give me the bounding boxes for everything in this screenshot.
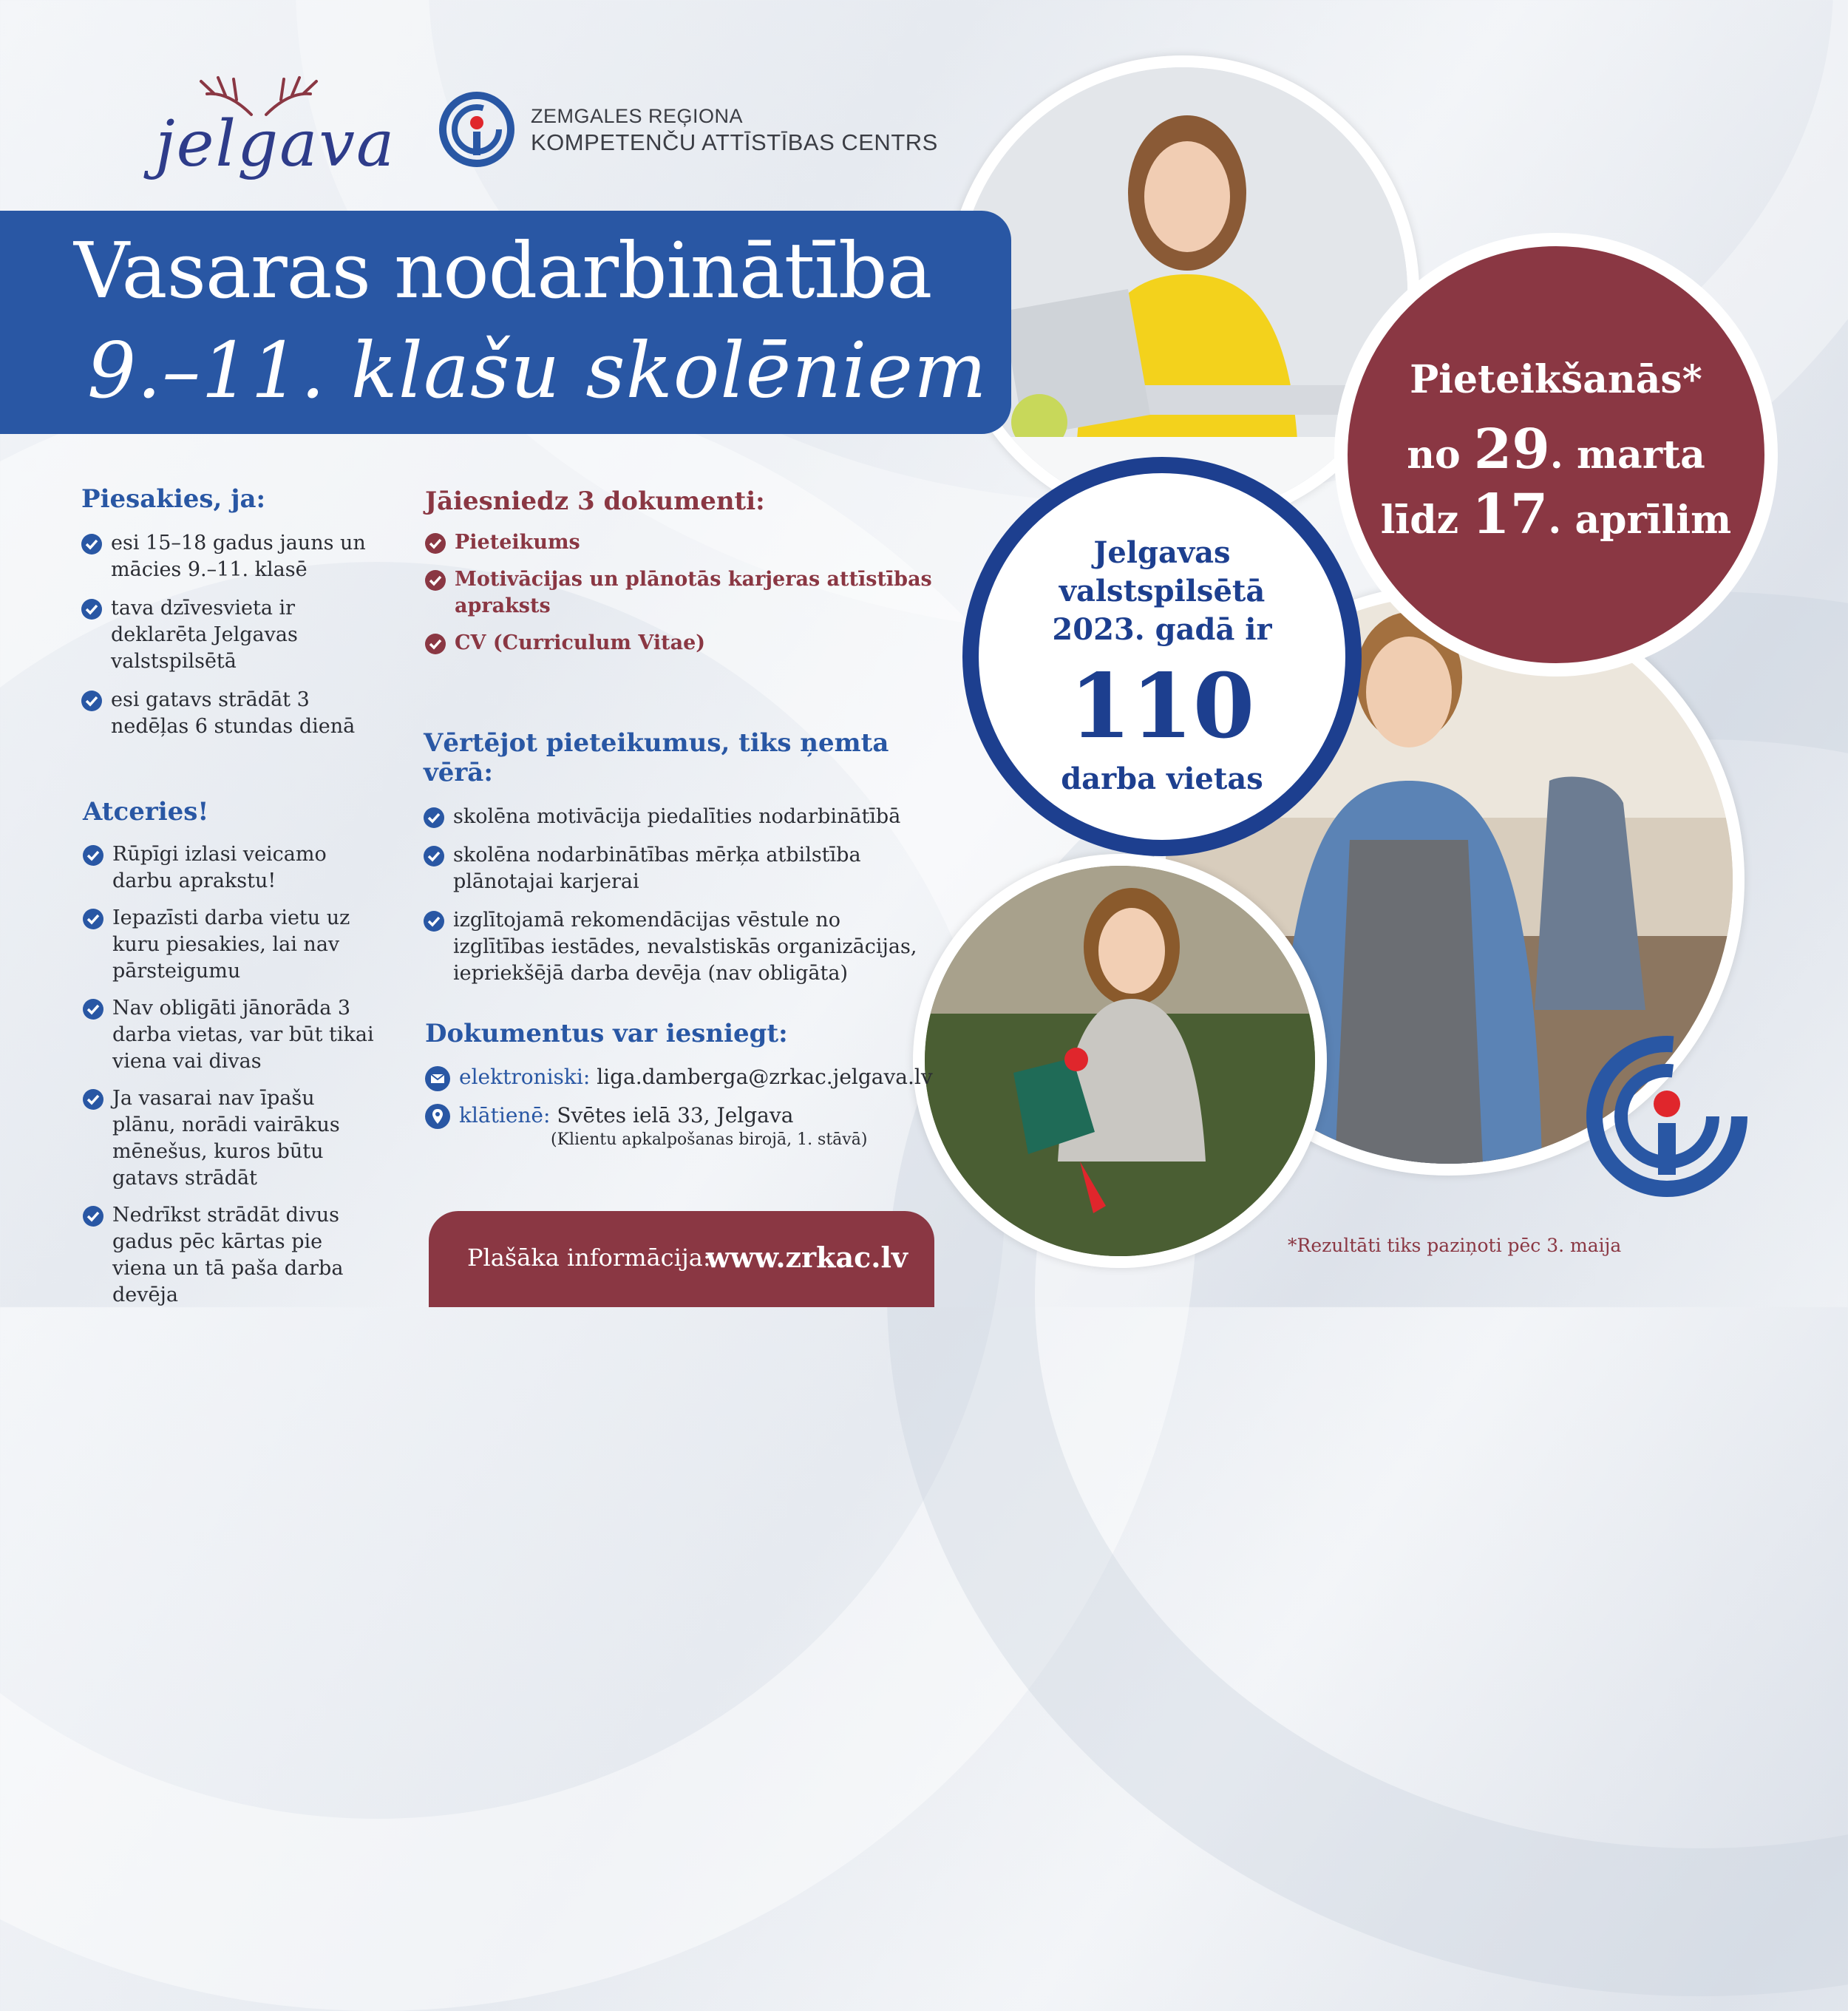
- remember-list: [83, 841, 378, 1309]
- application-heading: Pieteikšanās*: [1410, 357, 1702, 402]
- list-item: esi gatavs strādāt 3 nedēļas 6 stundas dienā: [81, 687, 392, 740]
- list-item: Motivācijas un plānotās karjeras attīstības apraksts: [425, 566, 935, 620]
- evaluation-section: [424, 728, 926, 987]
- submit-section: [425, 1019, 942, 1149]
- zrkac-name-line2: KOMPETENČU ATTĪSTĪBAS CENTRS: [531, 129, 938, 155]
- application-dates-circle: [1334, 233, 1778, 676]
- evaluation-list: [424, 804, 926, 987]
- list-item: Nedrīkst strādāt divus gadus pēc kārtas pie viena un tā paša darba devēja: [83, 1202, 378, 1309]
- photo-girl-gardening: [913, 854, 1327, 1268]
- documents-list: [425, 529, 935, 657]
- address-note: (Klientu apkalpošanas birojā, 1. stāvā): [551, 1130, 868, 1149]
- list-item: skolēna nodarbinātības mērķa atbilstība plānotajai karjerai: [424, 842, 926, 895]
- documents-section: [425, 486, 935, 657]
- info-bar: [429, 1211, 934, 1307]
- check-circle-icon: [425, 570, 446, 591]
- list-item: Ja vasarai nav īpašu plānu, norādi vairākus mēnešus, kuros būtu gatavs strādāt: [83, 1085, 378, 1192]
- inperson-label: klātienē:: [459, 1102, 551, 1127]
- list-item: CV (Curriculum Vitae): [425, 630, 935, 657]
- jelgava-wordmark: jelgava: [155, 107, 396, 181]
- check-circle-icon: [81, 599, 102, 620]
- check-circle-icon: [424, 911, 444, 932]
- apply-if-list: [81, 530, 392, 740]
- email-label: elektroniski:: [459, 1065, 591, 1089]
- list-item: Rūpīgi izlasi veicamo darbu aprakstu!: [83, 841, 378, 895]
- page-title: Vasaras nodarbinātība: [74, 225, 932, 316]
- website-link[interactable]: www.zrkac.lv: [706, 1241, 908, 1274]
- zrkac-name: [531, 105, 938, 156]
- check-circle-icon: [83, 1089, 103, 1110]
- list-item: Pieteikums: [425, 529, 935, 556]
- apply-if-section: [81, 484, 392, 740]
- check-circle-icon: [83, 909, 103, 929]
- address-text: Svētes ielā 33, Jelgava: [557, 1102, 794, 1127]
- check-circle-icon: [425, 533, 446, 554]
- check-circle-icon: [424, 807, 444, 828]
- documents-heading: Jāiesniedz 3 dokumenti:: [425, 486, 765, 516]
- application-end: līdz 17. aprīlim: [1380, 483, 1732, 546]
- check-circle-icon: [81, 534, 102, 555]
- list-item: Iepazīsti darba vietu uz kuru piesakies, lai nav pārsteigumu: [83, 905, 378, 985]
- zrkac-name-line1: ZEMGALES REĢIONA: [531, 105, 744, 127]
- list-item: skolēna motivācija piedalīties nodarbinātībā: [424, 804, 926, 830]
- application-start: no 29. marta: [1407, 418, 1705, 481]
- footnote: *Rezultāti tiks paziņoti pēc 3. maija: [1288, 1235, 1622, 1256]
- remember-heading: Atceries!: [83, 797, 209, 827]
- check-circle-icon: [83, 845, 103, 866]
- email-row: [425, 1065, 942, 1091]
- check-circle-icon: [424, 846, 444, 867]
- submit-heading: Dokumentus var iesniegt:: [425, 1019, 788, 1048]
- jobs-number: 110: [1069, 654, 1255, 759]
- envelope-icon: [425, 1066, 450, 1091]
- check-circle-icon: [83, 1206, 103, 1227]
- page-subtitle: 9.–11. klašu skolēniem: [87, 325, 988, 416]
- evaluation-heading: Vērtējot pieteikumus, tiks ņemta vērā:: [424, 728, 889, 787]
- zrkac-logo-icon: [436, 89, 517, 170]
- jobs-text: Jelgavas valstspilsētā 2023. gadā ir: [1052, 535, 1272, 647]
- jobs-count-circle: [962, 457, 1362, 856]
- map-pin-icon: [425, 1104, 450, 1129]
- jelgava-logo: [155, 63, 407, 189]
- list-item: Nav obligāti jānorāda 3 darba vietas, var būt tikai viena vai divas: [83, 995, 378, 1075]
- check-circle-icon: [425, 634, 446, 654]
- apply-if-heading: Piesakies, ja:: [81, 484, 266, 514]
- check-circle-icon: [83, 999, 103, 1020]
- check-circle-icon: [81, 691, 102, 711]
- email-link[interactable]: liga.damberga@zrkac.jelgava.lv: [597, 1065, 933, 1089]
- address-row: [425, 1103, 942, 1130]
- list-item: esi 15–18 gadus jauns un mācies 9.–11. klasē: [81, 530, 392, 583]
- remember-section: [83, 797, 378, 1309]
- info-label: Plašāka informācija:: [467, 1244, 711, 1272]
- list-item: tava dzīvesvieta ir deklarēta Jelgavas valstspilsētā: [81, 595, 392, 675]
- zrkac-corner-logo-icon: [1582, 1031, 1752, 1201]
- list-item: izglītojamā rekomendācijas vēstule no izglītības iestādes, nevalstiskās organizācijas, iepriekšējā darba devēja (nav obligāta): [424, 907, 926, 987]
- jobs-unit: darba vietas: [1061, 762, 1263, 796]
